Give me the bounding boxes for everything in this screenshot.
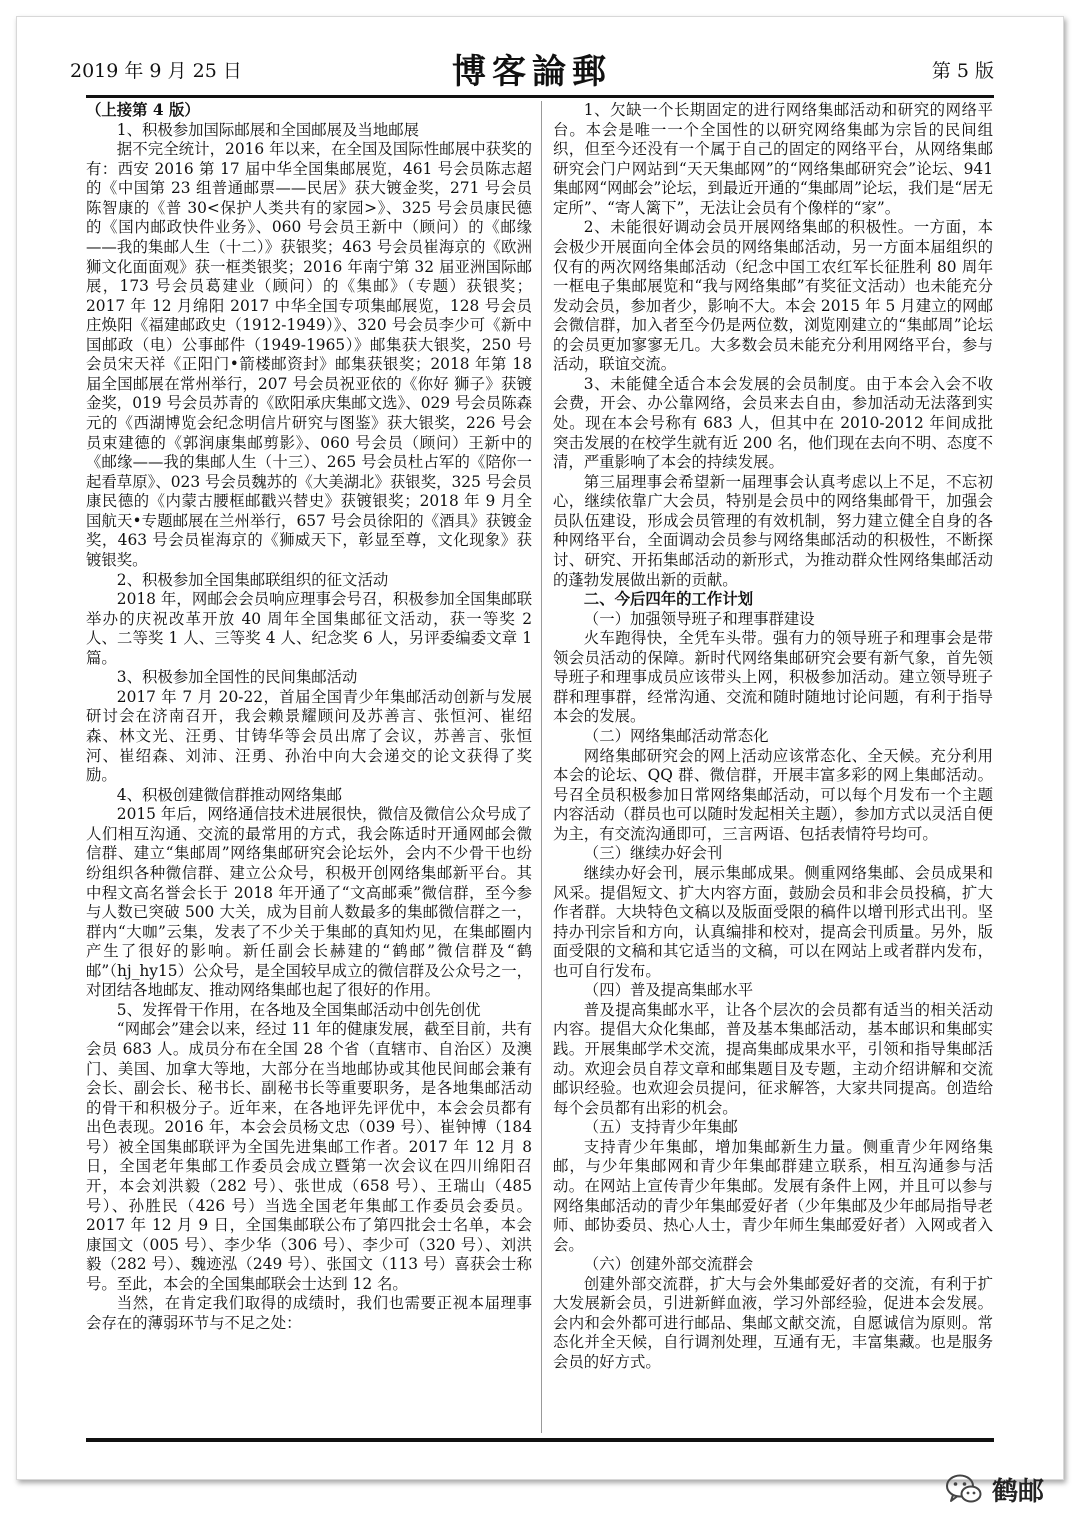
paragraph: 1、积极参加国际邮展和全国邮展及当地邮展 — [116, 120, 420, 139]
paragraph: （二）网络集邮活动常态化 — [583, 727, 769, 745]
paragraph: 火车跑得快，全凭车头带。强有力的领导班子和理事会是带领会员活动的保障。新时代网络集邮研究会要有新气象，首先领导班子和理事成员应该带头上网，积极参加活动。建立领导班子群和理事群，经常沟通、交流和随时随地讨论问题，有利于指导本会的发展。 — [553, 629, 993, 726]
paragraph: 当然，在肯定我们取得的成绩时，我们也需要正视本届理事会存在的薄弱环节与不足之处： — [86, 1294, 532, 1332]
header-rule — [86, 95, 994, 98]
paragraph: 网络集邮研究会的网上活动应该常态化、全天候。充分利用本会的论坛、QQ 群、微信群，开展丰富多彩的网上集邮活动。号召全员积极参加日常网络集邮活动，可以每个月发布一个主题内容活动（群员也可以随时发起相关主题），参加方式以灵活自便为主，有交流沟通即可，三言两语、包括表情符号均可。 — [553, 746, 993, 843]
paragraph: 2015 年后，网络通信技术进展很快，微信及微信公众号成了人们相互沟通、交流的最常用的方式，我会陈适时开通网邮会微信群、建立“集邮周”网络集邮研究会论坛外，会内不少骨干也纷纷组织各种微信群、建立公众号，积极开创网络集邮新平台。其中程文高名誉会长于 2018 年开通了“文高邮乘”微信群，至今参与人数已突破 500 大关，成为目前人数最多的集邮微信群之一，群内“大咖”云集，发表了不少关于集邮的真知灼见，在集邮圈内产生了很好的影响。新任副会长赫建的“鹤邮”微信群及“鹤邮”（hj_hy15）公众号，是全国较早成立的微信群及公众号之一，对团结各地邮友、推动网络集邮也起了很好的作用。 — [86, 805, 532, 1000]
paragraph: 据不完全统计，2016 年以来，在全国及国际性邮展中获奖的有：西安 2016 第 17 届中华全国集邮展览，461 号会员陈志超的《中国第 23 组普通邮票——民居》获大镀金奖，271 号会员陈智康的《普 30<保护人类共有的家园>》、325 号会员康民德的《国内邮政快件业务》、060 号会员王新中（顾问）的《邮缘——我的集邮人生（十二）》获银奖；463 号会员崔海京的《欧洲狮文化面面观》获一框类银奖；2016 年南宁第 32 届亚洲国际邮展，173 号会员葛建业（顾问）的《集邮》（专题）获银奖；2017 年 12 月绵阳 2017 中华全国专项集邮展览，128 号会员庄焕阳《福建邮政史（1912-1949）》、320 号会员李少可《新中国邮政（电）公事邮件（1949-1965）》邮集获大银奖，250 号会员宋天祥《正阳门•箭楼邮资封》邮集获银奖；2018 年第 18 届全国邮展在常州举行，207 号会员祝亚依的《你好 狮子》获镀金奖，019 号会员苏青的《欧阳承庆集邮文选》、029 号会员陈森元的《西湖博览会纪念明信片研究与图鉴》获大银奖，226 号会员束建德的《郭润康集邮剪影》、060 号会员（顾问）王新中的《邮缘——我的集邮人生（十三）、265 号会员杜占军的《陪你一起看草原》、023 号会员魏苏的《大美湖北》获银奖，325 号会员康民德的《内蒙古腰框邮戳兴替史》获镀银奖；2018 年 9 月全国航天•专题邮展在兰州举行，657 号会员徐阳的《酒具》获镀金奖，463 号会员崔海京的《狮威天下，彰显至尊，文化现象》获镀银奖。 — [86, 140, 532, 569]
left-column — [86, 101, 532, 1433]
paragraph: 2、积极参加全国集邮联组织的征文活动 — [116, 570, 389, 589]
paragraph: （三）继续办好会刊 — [583, 844, 723, 863]
paragraph: 5、发挥骨干作用，在各地及全国集邮活动中创先创优 — [116, 1000, 481, 1019]
paragraph: （五）支持青少年集邮 — [583, 1118, 738, 1137]
paragraph: 2、未能很好调动会员开展网络集邮的积极性。一方面，本会极少开展面向全体会员的网络集邮活动，另一方面本届组织的仅有的两次网络集邮活动（纪念中国工农红军长征胜利 80 周年一框电子集邮展览和“我与网络集邮”有奖征文活动）也未能充分发动会员，参加者少，影响不大。本会 2015 年 5 月建立的网邮会微信群，加入者至今仍是两位数，浏览刚建立的“集邮周”论坛的会员更加寥寥无几。大多数会员未能充分利用网络平台，参与活动，联谊交流。 — [553, 218, 993, 374]
wechat-icon — [944, 1469, 984, 1509]
paragraph: 4、积极创建微信群推动网络集邮 — [116, 785, 343, 804]
paragraph: 继续办好会刊，展示集邮成果。侧重网络集邮、会员成果和风采。提倡短文、扩大内容方面，鼓励会员和非会员投稿，扩大作者群。大块特色文稿以及版面受限的稿件以增刊形式出刊。坚持办刊宗旨和方向，认真编排和校对，提高会刊质量。另外，版面受限的文稿和其它适当的文稿，可以在网站上或者群内发布，也可自行发布。 — [553, 863, 993, 980]
paragraph: （四）普及提高集邮水平 — [583, 981, 754, 1000]
paragraph: 3、积极参加全国性的民间集邮活动 — [116, 668, 358, 687]
paragraph: 2017 年 7 月 20-22，首届全国青少年集邮活动创新与发展研讨会在济南召开，我会赖景耀顾问及苏善言、张恒河、崔绍森、林文光、汪勇、甘铸华等会员出席了会议，苏善言、张恒河、崔绍森、刘沛、汪勇、孙治中向大会递交的论文获得了奖励。 — [86, 687, 532, 785]
issue-date: 2019 年 9 月 25 日 — [70, 60, 242, 82]
footer-rule — [86, 1438, 994, 1442]
paragraph: 第三届理事会希望新一届理事会认真考虑以上不足，不忘初心，继续依靠广大会员，特别是会员中的网络集邮骨干，加强会员队伍建设，形成会员管理的有效机制，努力建立健全自身的各种网络平台，全面调动会员参与网络集邮活动的积极性，不断探讨、研究、开拓集邮活动的新形式，为推动群众性网络集邮活动的蓬勃发展做出新的贡献。 — [553, 472, 993, 589]
paragraph: 二、今后四年的工作计划 — [583, 590, 754, 609]
paragraph: 创建外部交流群，扩大与会外集邮爱好者的交流，有利于扩大发展新会员，引进新鲜血液，学习外部经验，促进本会发展。会内和会外都可进行邮品、集邮文献交流，自愿诚信为原则。常态化并全天候，自行调剂处理，互通有无，丰富集藏。也是服务会员的好方式。 — [553, 1274, 993, 1371]
column-divider — [541, 101, 542, 1433]
paragraph: 3、未能健全适合本会发展的会员制度。由于本会入会不收会费，开会、办公靠网络，会员来去自由，参加活动无法落到实处。现在本会号称有 683 人，但其中在 2010-2012 年间成批突击发展的在校学生就有近 200 名，他们现在去向不明、态度不清，严重影响了本会的持续发展。 — [553, 374, 993, 472]
paragraph: （六）创建外部交流群会 — [583, 1255, 754, 1274]
wechat-watermark — [944, 1469, 1044, 1509]
paragraph: 支持青少年集邮，增加集邮新生力量。侧重青少年网络集邮，与少年集邮网和青少年集邮群建立联系，相互沟通参与活动。在网站上宣传青少年集邮。发展有条件上网，并且可以参与网络集邮活动的青少年集邮爱好者（少年集邮及少年邮局指导老师、邮协委员、热心人士，青少年师生集邮爱好者）入网或者入会。 — [553, 1137, 993, 1254]
paragraph: 2018 年，网邮会会员响应理事会号召，积极参加全国集邮联举办的庆祝改革开放 40 周年全国集邮征文活动，获一等奖 2 人、二等奖 1 人、三等奖 4 人、纪念奖 6 人，另评委编委文章 1 篇。 — [86, 590, 532, 667]
paragraph: 1、欠缺一个长期固定的进行网络集邮活动和研究的网络平台。本会是唯一一个全国性的以研究网络集邮为宗旨的民间组织，但至今还没有一个属于自己的固定的网络平台，从网络集邮研究会门户网站到“天天集邮网”的“网络集邮研究会”论坛、941 集邮网“网邮会”论坛，到最近开通的“集邮周”论坛，我们是“居无定所”、“寄人篱下”，无法让会员有个像样的“家”。 — [553, 101, 993, 217]
right-column — [553, 101, 993, 1433]
paragraph: （一）加强领导班子和理事群建设 — [583, 609, 815, 628]
masthead-title: 博客論郵 — [452, 52, 612, 92]
paragraph: “网邮会”建会以来，经过 11 年的健康发展，截至目前，共有会员 683 人。成员分布在全国 28 个省（直辖市、自治区）及澳门、美国、加拿大等地，大部分在当地邮协或其他民间邮会兼有会长、副会长、秘书长、副秘书长等重要职务，是各地集邮活动的骨干和积极分子。近年来，在各地评先评优中，本会会员都有出色表现。2016 年，本会会员杨文忠（039 号）、崔钟博（184 号）被全国集邮联评为全国先进集邮工作者。2017 年 12 月 8 日，全国老年集邮工作委员会成立暨第一次会议在四川绵阳召开，本会刘洪毅（282 号）、张世成（658 号）、王瑞山（485 号）、孙胜民（426 号）当选全国老年集邮工作委员会委员。2017 年 12 月 9 日，全国集邮联公布了第四批会士名单，本会康国文（005 号）、李少华（306 号）、李少可（320 号）、刘洪毅（282 号）、魏迹泓（249 号）、张国文（113 号）喜获会士称号。至此，本会的全国集邮联会士达到 12 名。 — [86, 1020, 532, 1293]
page-header — [70, 44, 994, 94]
page-number: 第 5 版 — [931, 60, 994, 82]
paragraph: （上接第 4 版） — [86, 101, 200, 119]
paragraph: 普及提高集邮水平，让各个层次的会员都有适当的相关活动内容。提倡大众化集邮，普及基本集邮活动，基本邮识和集邮实践。开展集邮学术交流，提高集邮成果水平，引领和指导集邮活动。欢迎会员自荐文章和邮集题目及专题，主动介绍讲解和交流邮识经验。也欢迎会员提问，征求解答，大家共同提高。创造给每个会员都有出彩的机会。 — [553, 1000, 993, 1117]
watermark-text: 鹤邮 — [991, 1476, 1044, 1507]
